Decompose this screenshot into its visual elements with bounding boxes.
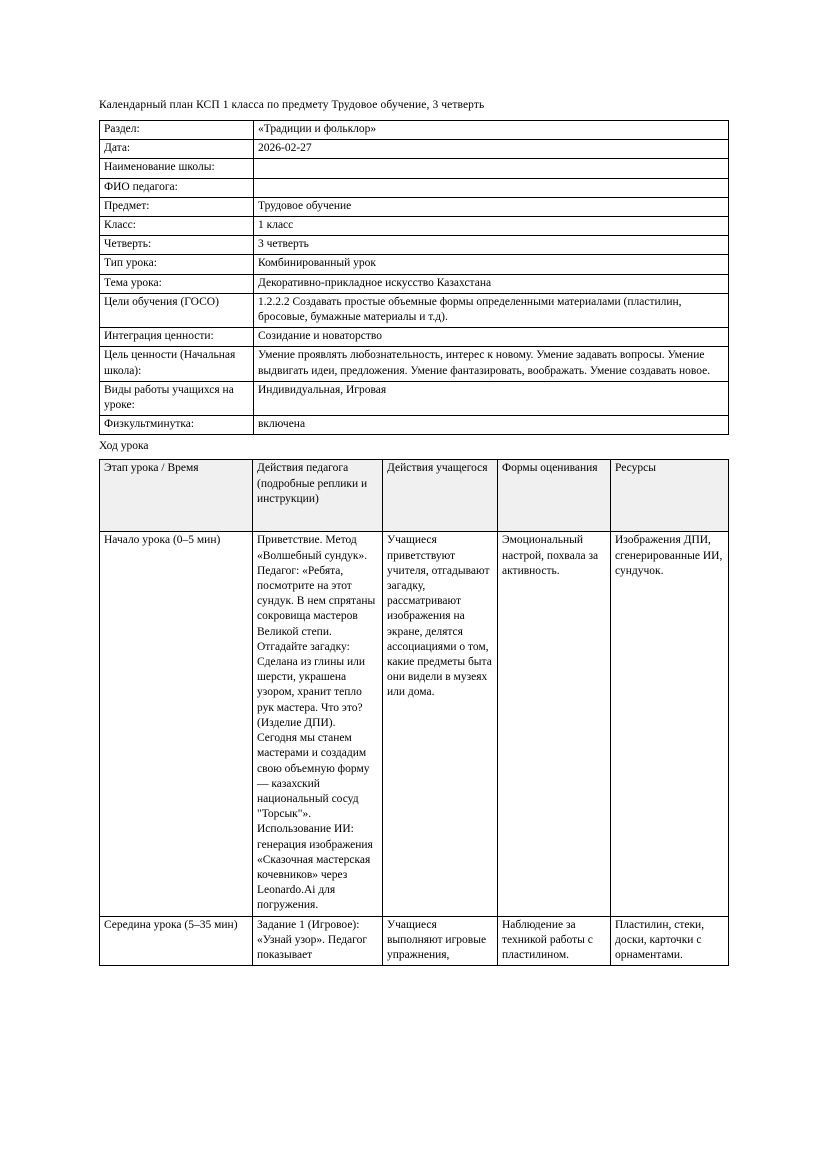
info-label-lesson-topic: Тема урока: bbox=[100, 274, 254, 293]
table-row bbox=[100, 532, 729, 916]
table-row bbox=[100, 381, 729, 415]
info-value-physical-minute: включена bbox=[254, 416, 729, 435]
info-value-teacher-name bbox=[254, 178, 729, 197]
lesson-flow-table bbox=[99, 459, 729, 966]
info-label-value-integration: Интеграция ценности: bbox=[100, 328, 254, 347]
cell-teacher-actions: Задание 1 (Игровое): «Узнай узор». Педагог показывает bbox=[253, 916, 383, 966]
info-value-value-integration: Созидание и новаторство bbox=[254, 328, 729, 347]
info-value-school bbox=[254, 159, 729, 178]
lesson-table-body bbox=[100, 532, 729, 966]
info-value-razdel: «Традиции и фольклор» bbox=[254, 121, 729, 140]
table-row bbox=[100, 916, 729, 966]
info-label-subject: Предмет: bbox=[100, 197, 254, 216]
info-label-physical-minute: Физкультминутка: bbox=[100, 416, 254, 435]
cell-stage: Начало урока (0–5 мин) bbox=[100, 532, 253, 916]
info-value-learning-objectives: 1.2.2.2 Создавать простые объемные формы определенными материалами (пластилин, бросовые, бумажные материалы и т.д). bbox=[254, 293, 729, 327]
table-header-row bbox=[100, 460, 729, 532]
page-title: Календарный план КСП 1 класса по предмету Трудовое обучение, 3 четверть bbox=[99, 99, 485, 111]
info-value-work-types: Индивидуальная, Игровая bbox=[254, 381, 729, 415]
info-label-work-types: Виды работы учащихся на уроке: bbox=[100, 381, 254, 415]
table-row bbox=[100, 328, 729, 347]
info-label-teacher-name: ФИО педагога: bbox=[100, 178, 254, 197]
info-value-value-goal: Умение проявлять любознательность, интерес к новому. Умение задавать вопросы. Умение выдвигать идеи, предложения. Умение фантазировать, воображать. Умение создавать новое. bbox=[254, 347, 729, 381]
info-table-body bbox=[100, 121, 729, 435]
lesson-flow-heading: Ход урока bbox=[99, 440, 149, 453]
cell-student-actions: Учащиеся приветствуют учителя, отгадывают загадку, рассматривают изображения на экране, делятся ассоциациями о том, какие предметы быта они видели в музеях или дома. bbox=[383, 532, 498, 916]
table-row bbox=[100, 293, 729, 327]
table-row bbox=[100, 178, 729, 197]
cell-stage: Середина урока (5–35 мин) bbox=[100, 916, 253, 966]
info-label-lesson-type: Тип урока: bbox=[100, 255, 254, 274]
info-label-school: Наименование школы: bbox=[100, 159, 254, 178]
info-label-data: Дата: bbox=[100, 140, 254, 159]
table-row bbox=[100, 197, 729, 216]
info-label-razdel: Раздел: bbox=[100, 121, 254, 140]
info-value-quarter: 3 четверть bbox=[254, 236, 729, 255]
cell-student-actions: Учащиеся выполняют игровые упражнения, bbox=[383, 916, 498, 966]
table-row bbox=[100, 274, 729, 293]
cell-assessment: Наблюдение за техникой работы с пластилином. bbox=[498, 916, 611, 966]
cell-resources: Пластилин, стеки, доски, карточки с орнаментами. bbox=[611, 916, 729, 966]
column-header-resources: Ресурсы bbox=[611, 460, 729, 532]
info-label-value-goal: Цель ценности (Начальная школа): bbox=[100, 347, 254, 381]
cell-teacher-actions: Приветствие. Метод «Волшебный сундук». Педагог: «Ребята, посмотрите на этот сундук. В нем спрятаны сокровища мастеров Великой степи. Отгадайте загадку: Сделана из глины или шерсти, украшена узором, хранит тепло рук мастера. Что это? (Изделие ДПИ). Сегодня мы станем мастерами и создадим свою объемную форму — казахский национальный сосуд "Торсык"». Использование ИИ: генерация изображения «Сказочная мастерская кочевников» через Leonardo.Ai для погружения. bbox=[253, 532, 383, 916]
cell-resources: Изображения ДПИ, сгенерированные ИИ, сундучок. bbox=[611, 532, 729, 916]
column-header-stage: Этап урока / Время bbox=[100, 460, 253, 532]
info-value-lesson-topic: Декоративно-прикладное искусство Казахстана bbox=[254, 274, 729, 293]
cell-assessment: Эмоциональный настрой, похвала за активность. bbox=[498, 532, 611, 916]
info-value-data: 2026-02-27 bbox=[254, 140, 729, 159]
table-row bbox=[100, 416, 729, 435]
column-header-teacher-actions: Действия педагога (подробные реплики и инструкции) bbox=[253, 460, 383, 532]
info-label-quarter: Четверть: bbox=[100, 236, 254, 255]
table-row bbox=[100, 236, 729, 255]
info-value-subject: Трудовое обучение bbox=[254, 197, 729, 216]
table-row bbox=[100, 217, 729, 236]
column-header-student-actions: Действия учащегося bbox=[383, 460, 498, 532]
document-content bbox=[99, 98, 728, 966]
lesson-info-table bbox=[99, 120, 729, 435]
table-row bbox=[100, 347, 729, 381]
info-value-class: 1 класс bbox=[254, 217, 729, 236]
table-row bbox=[100, 121, 729, 140]
info-label-class: Класс: bbox=[100, 217, 254, 236]
lesson-table-head bbox=[100, 460, 729, 532]
info-value-lesson-type: Комбинированный урок bbox=[254, 255, 729, 274]
table-row bbox=[100, 255, 729, 274]
info-label-learning-objectives: Цели обучения (ГОСО) bbox=[100, 293, 254, 327]
column-header-assessment-forms: Формы оценивания bbox=[498, 460, 611, 532]
table-row bbox=[100, 140, 729, 159]
table-row bbox=[100, 159, 729, 178]
